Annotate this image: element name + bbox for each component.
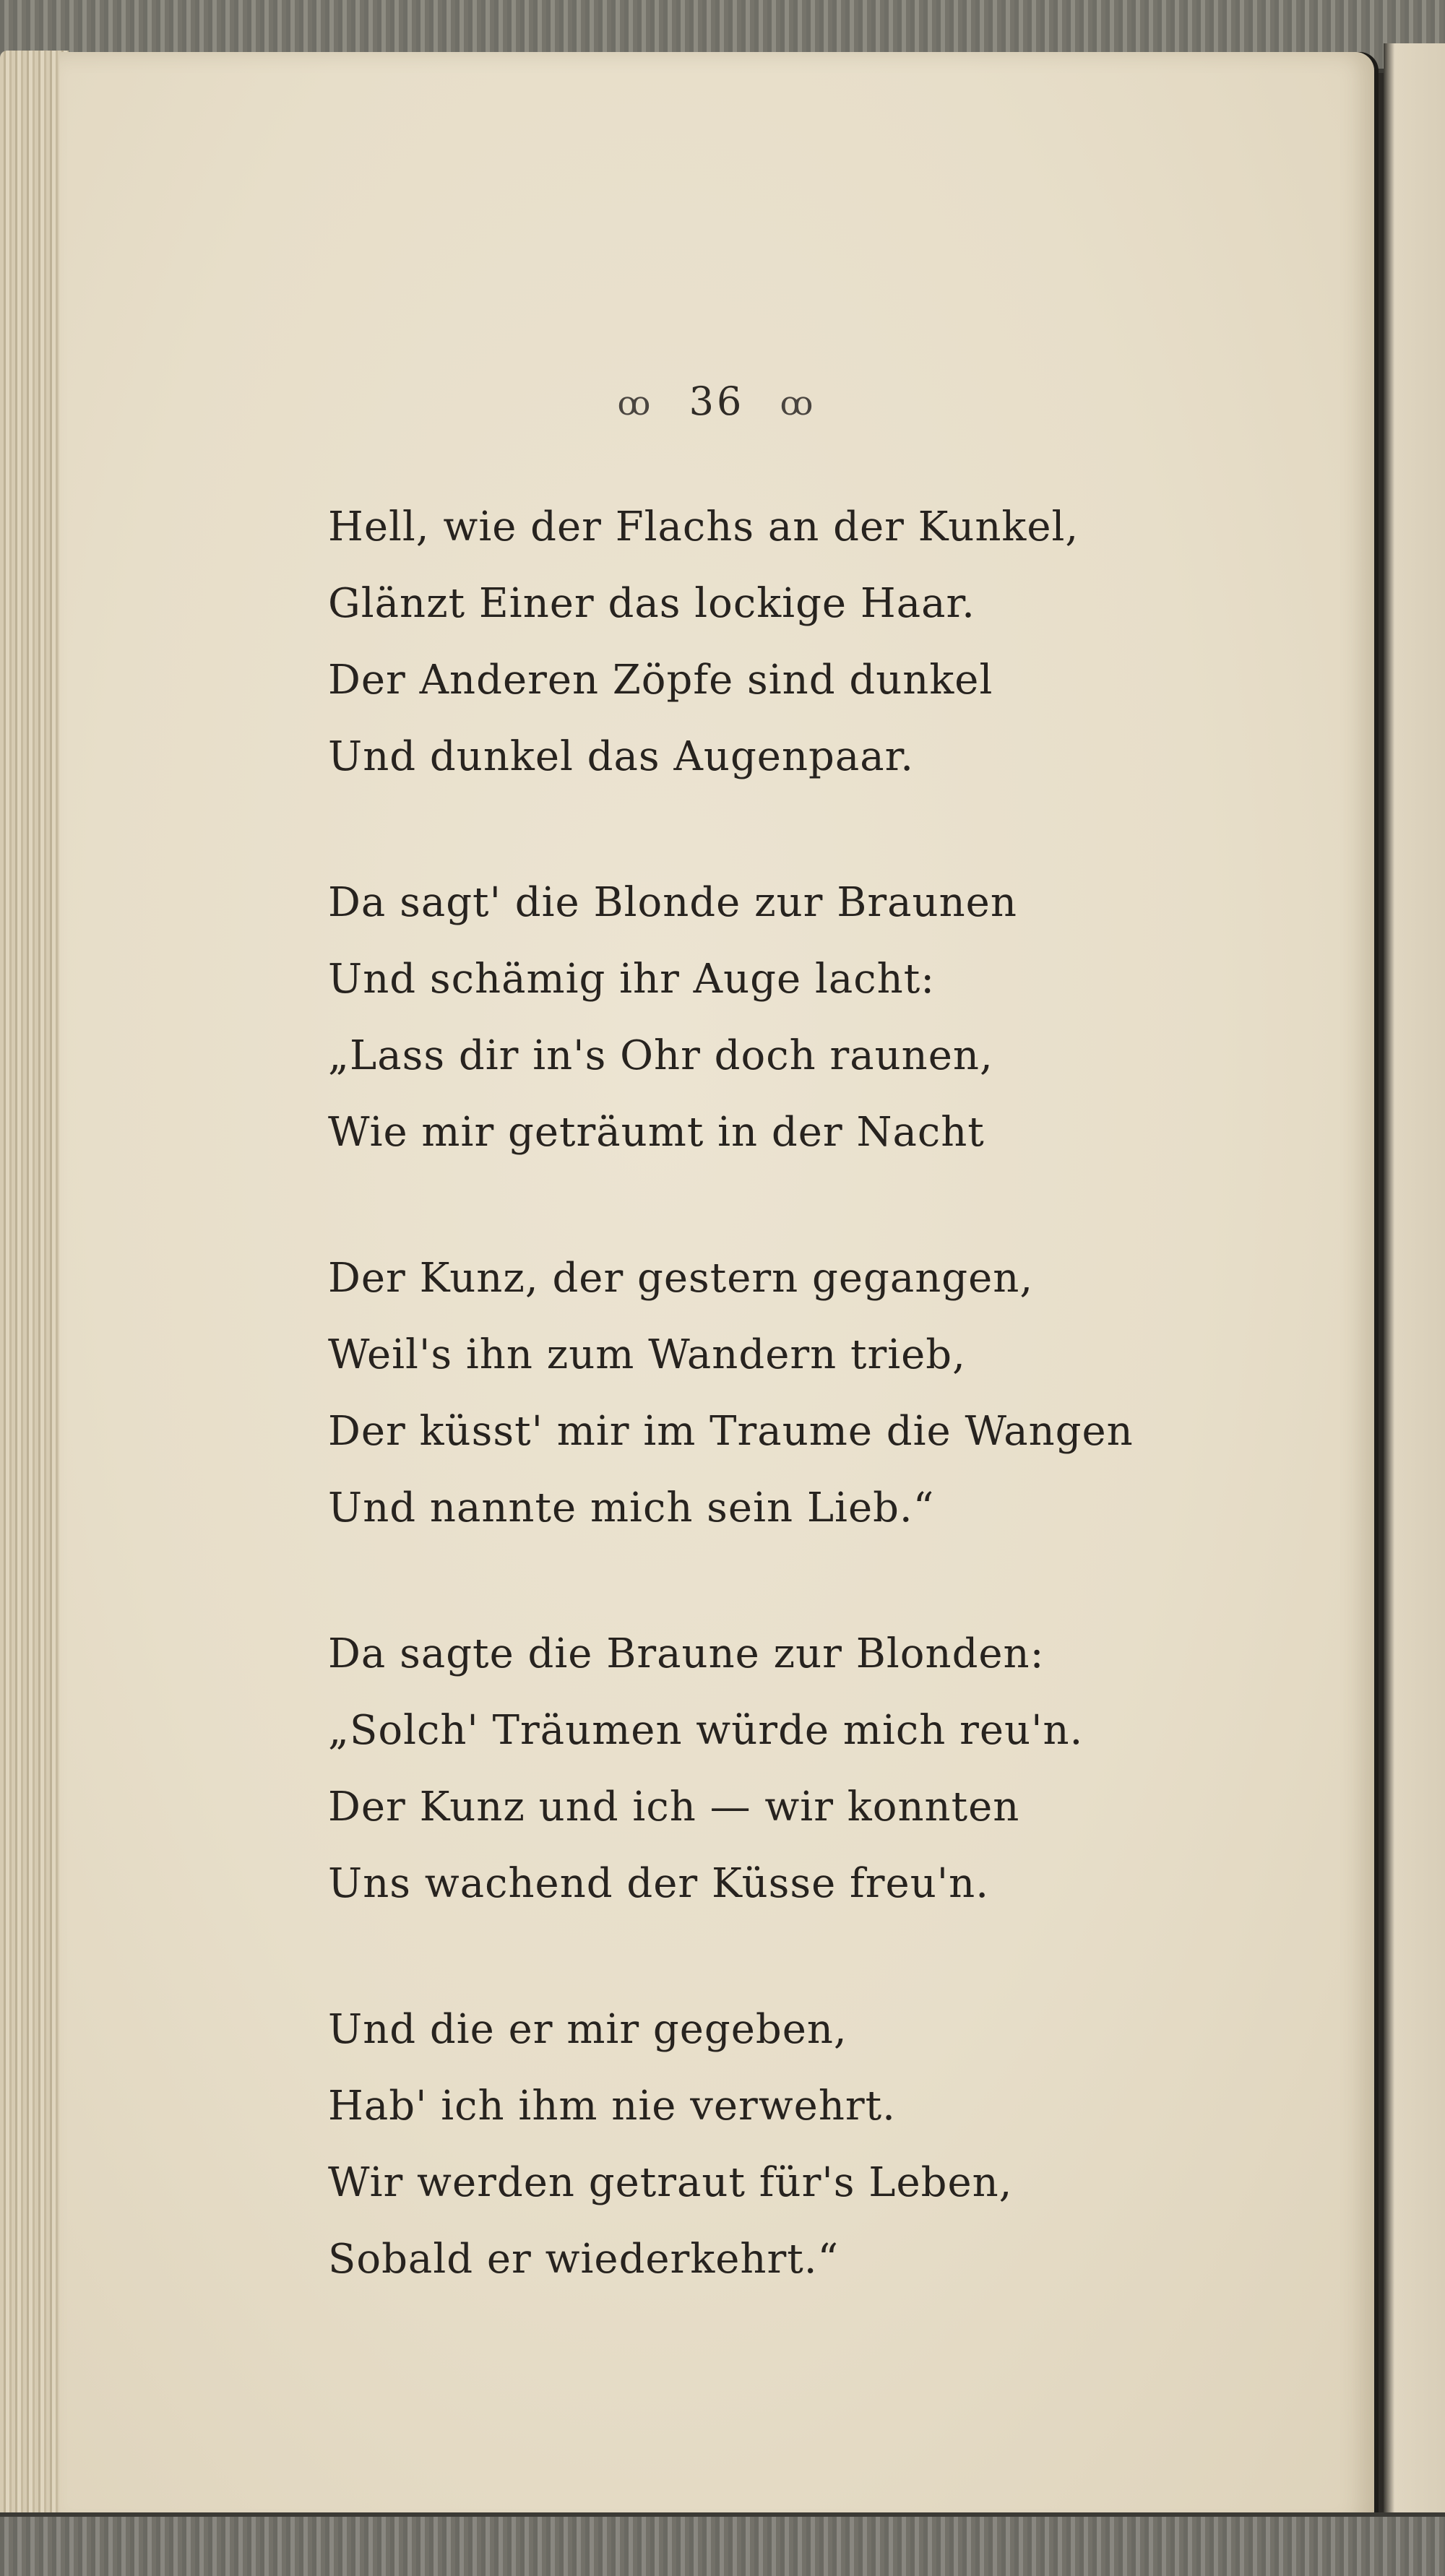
book-cloth-bottom	[0, 2512, 1445, 2576]
poem-line: Der Anderen Zöpfe sind dunkel	[328, 657, 993, 704]
poem-line: „Lass dir in's Ohr doch raunen,	[328, 1032, 993, 1079]
page-header	[59, 379, 1374, 424]
ornament-right-icon: ꝏ	[780, 384, 816, 423]
poem-line: Hell, wie der Flachs an der Kunkel,	[328, 503, 1079, 550]
poem-line: Und dunkel das Augenpaar.	[328, 733, 915, 780]
stanza-2	[328, 865, 1340, 1171]
page-edges	[0, 51, 69, 2536]
right-page-edge	[1384, 43, 1445, 2528]
poem-line: Hab' ich ihm nie verwehrt.	[328, 2083, 896, 2130]
poem-line: Wir werden getraut für's Leben,	[328, 2159, 1013, 2206]
ornament-left-icon: ꝏ	[617, 384, 654, 423]
stanza-5	[328, 1992, 1340, 2298]
poem-line: Und die er mir gegeben,	[328, 2006, 847, 2053]
poem-line: Weil's ihn zum Wandern trieb,	[328, 1331, 966, 1378]
poem	[328, 489, 1340, 2298]
poem-line: Uns wachend der Küsse freu'n.	[328, 1860, 990, 1907]
stanza-3	[328, 1240, 1340, 1547]
book-page	[59, 52, 1374, 2530]
poem-line: Wie mir geträumt in der Nacht	[328, 1109, 985, 1156]
poem-line: Da sagt' die Blonde zur Braunen	[328, 879, 1017, 926]
poem-line: Und schämig ihr Auge lacht:	[328, 956, 936, 1003]
poem-line: „Solch' Träumen würde mich reu'n.	[328, 1707, 1084, 1754]
poem-line: Sobald er wiederkehrt.“	[328, 2236, 840, 2283]
poem-line: Glänzt Einer das lockige Haar.	[328, 580, 975, 627]
poem-line: Der Kunz und ich — wir konnten	[328, 1784, 1020, 1831]
stanza-1	[328, 489, 1340, 795]
poem-line: Der küsst' mir im Traume die Wangen	[328, 1408, 1134, 1455]
page-number: 36	[689, 379, 745, 424]
poem-line: Und nannte mich sein Lieb.“	[328, 1484, 935, 1531]
poem-line: Da sagte die Braune zur Blonden:	[328, 1630, 1045, 1677]
stanza-4	[328, 1616, 1340, 1922]
poem-line: Der Kunz, der gestern gegangen,	[328, 1255, 1034, 1302]
